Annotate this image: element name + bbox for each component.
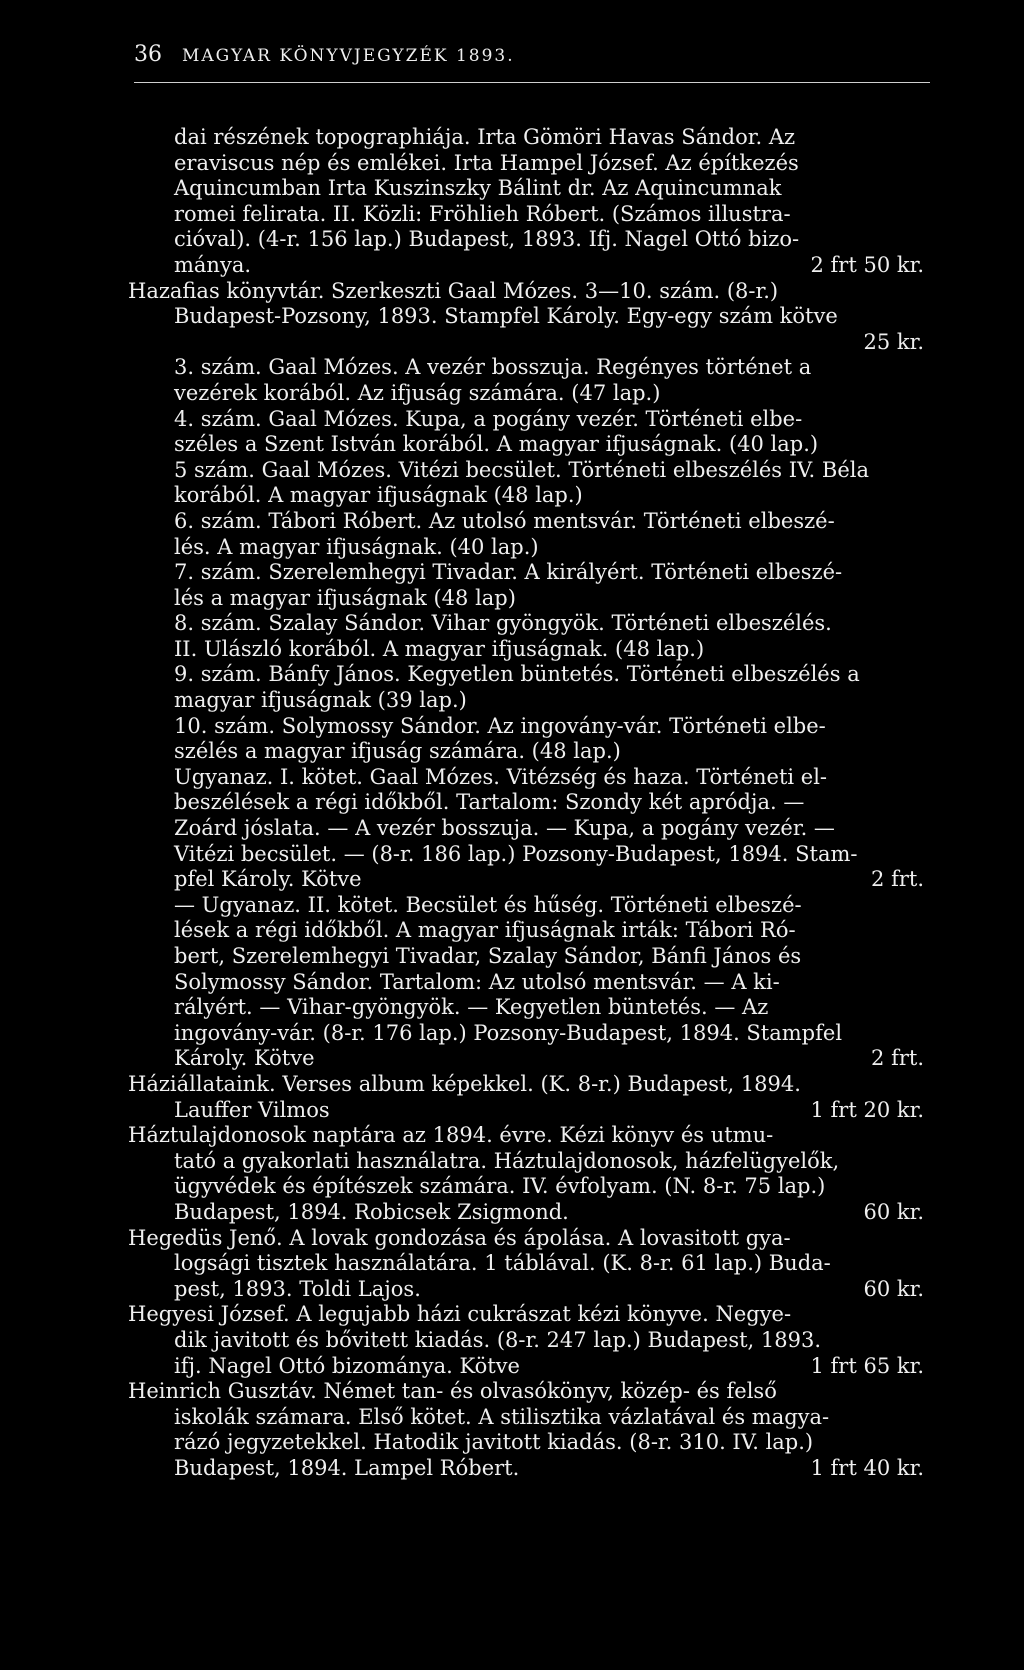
- text-line: [128, 1098, 924, 1124]
- text-line: [128, 330, 924, 356]
- text-line: 7. szám. Szerelemhegyi Tivadar. A királyért. Történeti elbeszé-: [174, 560, 843, 585]
- text-line: [128, 1046, 924, 1072]
- line-text: mánya.: [174, 252, 252, 277]
- price: 2 frt 50 kr.: [810, 252, 924, 277]
- line-text: Lauffer Vilmos: [174, 1097, 330, 1122]
- text-line: Budapest-Pozsony, 1893. Stampfel Károly. Egy-egy szám kötve: [174, 304, 838, 329]
- text-line: [128, 867, 924, 893]
- text-line: lések a régi időkből. A magyar ifjuságnak irták: Tábori Ró-: [174, 918, 796, 943]
- page-header: [134, 42, 934, 82]
- line-text: Károly. Kötve: [174, 1046, 315, 1071]
- text-line: Zoárd jóslata. — A vezér bosszuja. — Kupa, a pogány vezér. —: [174, 816, 835, 841]
- text-line: vezérek korából. Az ifjuság számára. (47 lap.): [174, 380, 661, 405]
- line-text: pest, 1893. Toldi Lajos.: [174, 1276, 421, 1301]
- price: 2 frt.: [871, 867, 924, 892]
- price: 1 frt 20 kr.: [810, 1097, 924, 1122]
- text-line: 3. szám. Gaal Mózes. A vezér bosszuja. Regényes történet a: [174, 355, 812, 380]
- text-line: 4. szám. Gaal Mózes. Kupa, a pogány vezér. Történeti elbe-: [174, 406, 803, 431]
- price: 1 frt 40 kr.: [810, 1455, 924, 1480]
- text-line: 5 szám. Gaal Mózes. Vitézi becsület. Történeti elbeszélés IV. Béla: [174, 457, 869, 482]
- text-line: [128, 253, 924, 279]
- text-line: Aquincumban Irta Kuszinszky Bálint dr. Az Aquincumnak: [174, 176, 782, 201]
- text-line: 8. szám. Szalay Sándor. Vihar gyöngyök. Történeti elbeszélés.: [174, 611, 832, 636]
- text-line: ingovány-vár. (8-r. 176 lap.) Pozsony-Budapest, 1894. Stampfel: [174, 1020, 843, 1045]
- price: 2 frt.: [871, 1046, 924, 1071]
- line-text: Budapest, 1894. Lampel Róbert.: [174, 1455, 520, 1480]
- text-line: [128, 1277, 924, 1303]
- line-text: Budapest, 1894. Robicsek Zsigmond.: [174, 1199, 569, 1224]
- running-title: MAGYAR KÖNYVJEGYZÉK 1893.: [182, 46, 515, 66]
- text-line: — Ugyanaz. II. kötet. Becsület és hűség. Történeti elbeszé-: [174, 892, 802, 917]
- text-line: ügyvédek és építészek számára. IV. évfolyam. (N. 8-r. 75 lap.): [174, 1174, 826, 1199]
- text-line: 6. szám. Tábori Róbert. Az utolsó mentsvár. Történeti elbeszé-: [174, 508, 835, 533]
- text-line: II. Ulászló korából. A magyar ifjuságnak. (48 lap.): [174, 636, 705, 661]
- entry-heading-line: Hazafias könyvtár. Szerkeszti Gaal Mózes. 3—10. szám. (8-r.): [128, 278, 779, 303]
- text-line: logsági tisztek használatára. 1 táblával. (K. 8-r. 61 lap.) Buda-: [174, 1251, 831, 1276]
- text-line: [128, 1456, 924, 1482]
- entry-heading-line: Hegyesi József. A legujabb házi cukrászat kézi könyve. Negye-: [128, 1302, 792, 1327]
- text-line: [128, 1200, 924, 1226]
- text-line: szélés a magyar ifjuság számára. (48 lap.): [174, 739, 621, 764]
- text-line: széles a Szent István korából. A magyar ifjuságnak. (40 lap.): [174, 432, 819, 457]
- text-line: [128, 1354, 924, 1380]
- page-number: 36: [134, 42, 162, 67]
- text-line: Ugyanaz. I. kötet. Gaal Mózes. Vitézség és haza. Történeti el-: [174, 764, 828, 789]
- entry-heading-line: Hegedüs Jenő. A lovak gondozása és ápolása. A lovasitott gya-: [128, 1225, 791, 1250]
- text-line: korából. A magyar ifjuságnak (48 lap.): [174, 483, 583, 508]
- text-line: beszélések a régi időkből. Tartalom: Szondy két apródja. —: [174, 790, 805, 815]
- price: 1 frt 65 kr.: [810, 1353, 924, 1378]
- line-text: ifj. Nagel Ottó bizománya. Kötve: [174, 1353, 520, 1378]
- text-line: magyar ifjuságnak (39 lap.): [174, 688, 467, 713]
- entry-heading-line: Háziállataink. Verses album képekkel. (K. 8-r.) Budapest, 1894.: [128, 1071, 801, 1096]
- text-line: cióval). (4-r. 156 lap.) Budapest, 1893. Ifj. Nagel Ottó bizo-: [174, 227, 800, 252]
- header-rule: [134, 82, 930, 83]
- price: 60 kr.: [863, 1199, 924, 1224]
- entry-heading-line: Heinrich Gusztáv. Német tan- és olvasókönyv, közép- és felső: [128, 1379, 777, 1404]
- text-line: Solymossy Sándor. Tartalom: Az utolsó mentsvár. — A ki-: [174, 969, 780, 994]
- catalog-text: [128, 125, 924, 1481]
- price: 60 kr.: [863, 1276, 924, 1301]
- text-line: dai részének topographiája. Irta Gömöri Havas Sándor. Az: [174, 125, 796, 149]
- text-line: eraviscus nép és emlékei. Irta Hampel József. Az építkezés: [174, 150, 799, 175]
- price: 25 kr.: [863, 329, 924, 354]
- text-line: bert, Szerelemhegyi Tivadar, Szalay Sándor, Bánfi János és: [174, 944, 802, 968]
- line-text: pfel Károly. Kötve: [174, 867, 362, 892]
- text-line: 10. szám. Solymossy Sándor. Az ingovány-vár. Történeti elbe-: [174, 713, 826, 738]
- text-line: romei felirata. II. Közli: Fröhlieh Róbert. (Számos illustra-: [174, 201, 791, 226]
- text-line: lés. A magyar ifjuságnak. (40 lap.): [174, 534, 539, 559]
- text-line: rályért. — Vihar-gyöngyök. — Kegyetlen büntetés. — Az: [174, 995, 769, 1020]
- text-line: rázó jegyzetekkel. Hatodik javitott kiadás. (8-r. 310. IV. lap.): [174, 1430, 814, 1455]
- text-line: iskolák számara. Első kötet. A stilisztika vázlatával és magya-: [174, 1404, 830, 1429]
- text-line: tató a gyakorlati használatra. Háztulajdonosok, házfelügyelők,: [174, 1148, 840, 1173]
- text-line: dik javitott és bővitett kiadás. (8-r. 247 lap.) Budapest, 1893.: [174, 1327, 822, 1352]
- text-line: Vitézi becsület. — (8-r. 186 lap.) Pozsony-Budapest, 1894. Stam-: [174, 841, 858, 866]
- text-line: 9. szám. Bánfy János. Kegyetlen büntetés. Történeti elbeszélés a: [174, 662, 860, 687]
- text-line: lés a magyar ifjuságnak (48 lap): [174, 585, 516, 610]
- entry-heading-line: Háztulajdonosok naptára az 1894. évre. Kézi könyv és utmu-: [128, 1123, 774, 1148]
